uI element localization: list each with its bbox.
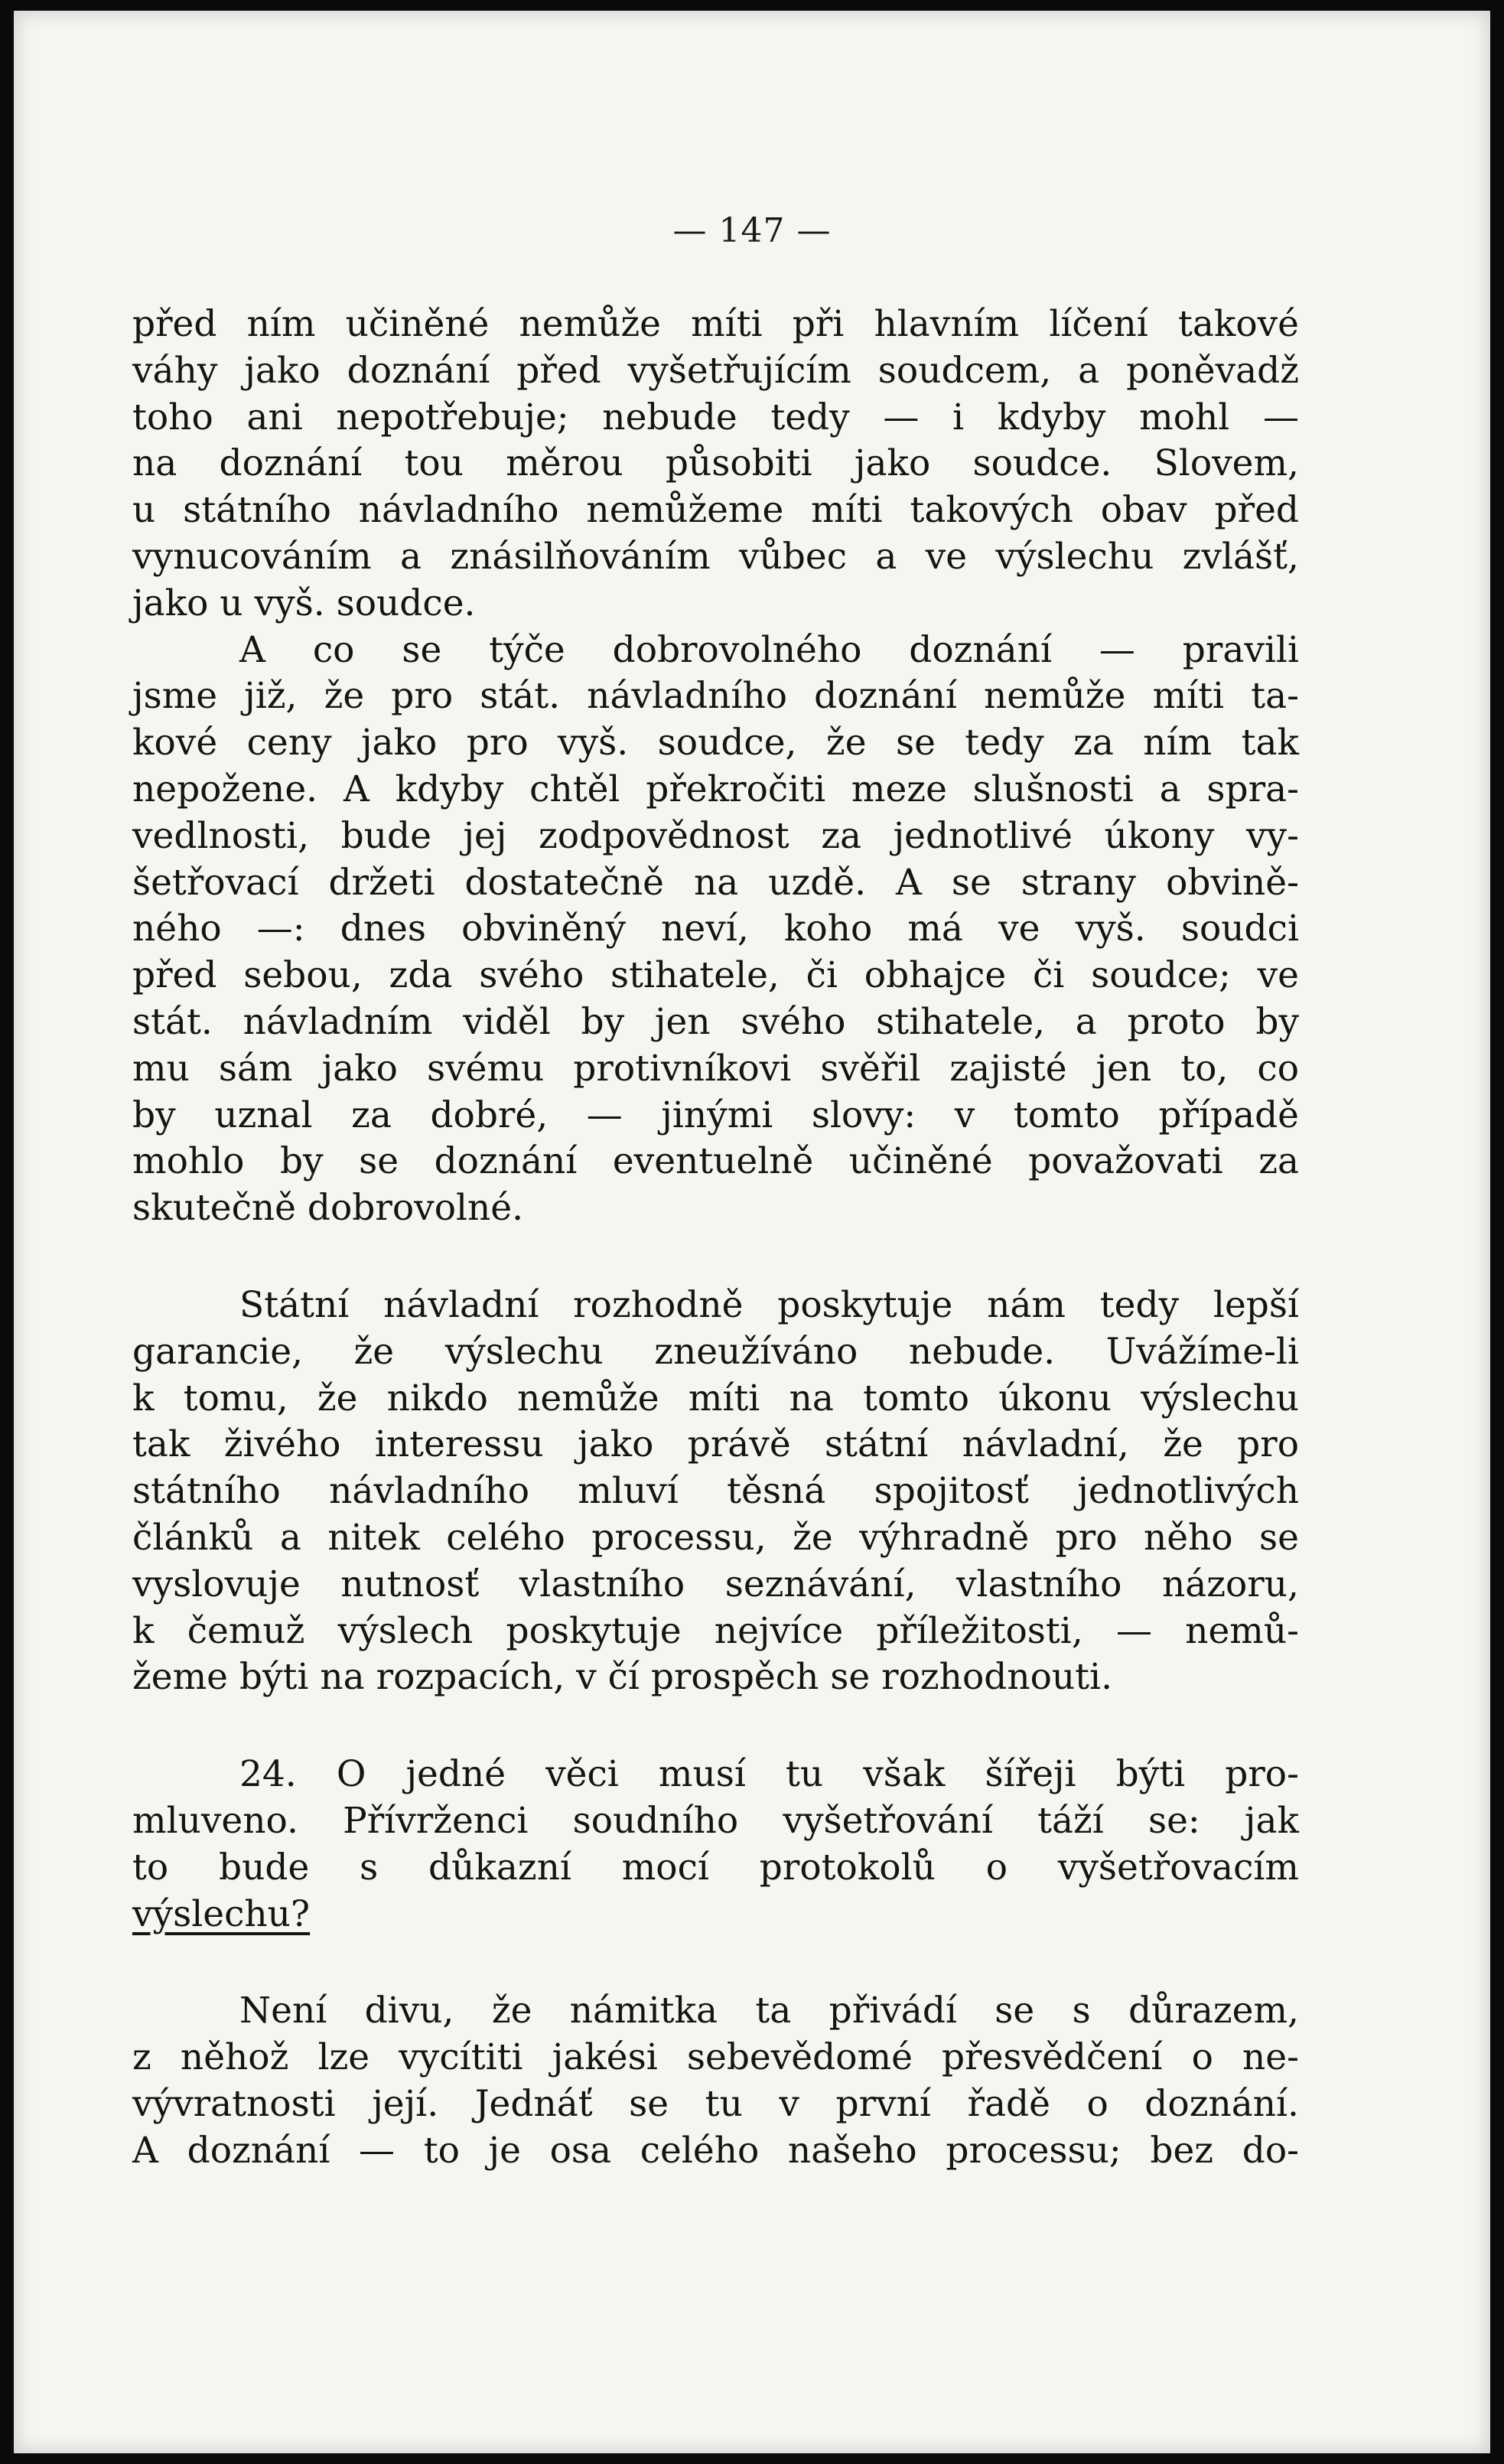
text-line: A doznání — to je osa celého našeho processu; bez do-: [132, 2129, 1299, 2172]
text-line: jsme již, že pro stát. návladního doznání nemůže míti ta-: [132, 675, 1299, 718]
text-line: šetřovací držeti dostatečně na uzdě. A se strany obvině-: [132, 861, 1299, 904]
text-line: by uznal za dobré, — jinými slovy: v tomto případě: [132, 1093, 1299, 1136]
text-line: mu sám jako svému protivníkovi svěřil zajisté jen to, co: [132, 1047, 1299, 1090]
text-line: vývratnosti její. Jednáť se tu v první řadě o doznání.: [132, 2082, 1299, 2125]
body-text: [132, 301, 1299, 2174]
text-line: skutečně dobrovolné.: [132, 1187, 524, 1230]
paragraph: [132, 1988, 1299, 2174]
text-line: mluveno. Přívrženci soudního vyšetřování táží se: jak: [132, 1799, 1299, 1842]
text-line: kové ceny jako pro vyš. soudce, že se tedy za ním tak: [132, 722, 1299, 764]
text-line: váhy jako doznání před vyšetřujícím soudcem, a poněvadž: [132, 349, 1299, 392]
page-number: — 147 —: [672, 211, 832, 250]
text-line: garancie, že výslechu zneužíváno nebude. Uvážíme-li: [132, 1330, 1299, 1373]
text-line: z něhož lze vycítiti jakési sebevědomé přesvědčení o ne-: [132, 2036, 1299, 2079]
text-line: stát. návladním viděl by jen svého stihatele, a proto by: [132, 1000, 1299, 1043]
text-line: výslechu?: [132, 1892, 311, 1935]
text-line: vynucováním a znásilňováním vůbec a ve výslechu zvlášť,: [132, 535, 1299, 578]
text-line: na doznání tou měrou působiti jako soudce. Slovem,: [132, 442, 1299, 485]
text-line: ného —: dnes obviněný neví, koho má ve vyš. soudci: [132, 908, 1299, 950]
text-line: článků a nitek celého processu, že výhradně pro něho se: [132, 1516, 1299, 1559]
text-line: vyslovuje nutnosť vlastního seznávání, vlastního názoru,: [132, 1563, 1299, 1605]
text-line: k čemuž výslech poskytuje nejvíce příležitosti, — nemů-: [132, 1609, 1299, 1652]
text-line: mohlo by se doznání eventuelně učiněné považovati za: [132, 1140, 1299, 1183]
text-line: žeme býti na rozpacích, v čí prospěch se rozhodnouti.: [132, 1656, 1113, 1699]
paragraph: [132, 1283, 1299, 1701]
text-line: vedlnosti, bude jej zodpovědnost za jednotlivé úkony vy-: [132, 814, 1299, 857]
text-line: A co se týče dobrovolného doznání — pravili: [239, 628, 1299, 671]
paragraph: [132, 627, 1299, 1232]
text-line: Státní návladní rozhodně poskytuje nám tedy lepší: [239, 1283, 1299, 1326]
text-line: toho ani nepotřebuje; nebude tedy — i kdyby mohl —: [132, 396, 1299, 438]
text-line: jako u vyš. soudce.: [132, 582, 476, 624]
text-line: před sebou, zda svého stihatele, či obhajce či soudce; ve: [132, 954, 1299, 997]
text-line: u státního návladního nemůžeme míti takových obav před: [132, 489, 1299, 532]
text-line: nepožene. A kdyby chtěl překročiti meze slušnosti a spra-: [132, 768, 1299, 810]
text-line: před ním učiněné nemůže míti při hlavním líčení takové: [132, 303, 1299, 345]
text-line: státního návladního mluví těsná spojitosť jednotlivých: [132, 1470, 1299, 1513]
text-line: to bude s důkazní mocí protokolů o vyšetřovacím: [132, 1846, 1299, 1889]
text-line: Není divu, že námitka ta přivádí se s důrazem,: [239, 1990, 1299, 2032]
paragraph: [132, 301, 1299, 627]
text-line: k tomu, že nikdo nemůže míti na tomto úkonu výslechu: [132, 1377, 1299, 1419]
text-line: tak živého interessu jako právě státní návladní, že pro: [132, 1423, 1299, 1466]
book-page: [14, 11, 1490, 2453]
paragraph-section-24: [132, 1752, 1299, 1938]
text-line: 24. O jedné věci musí tu však šířeji býti pro-: [239, 1753, 1299, 1796]
